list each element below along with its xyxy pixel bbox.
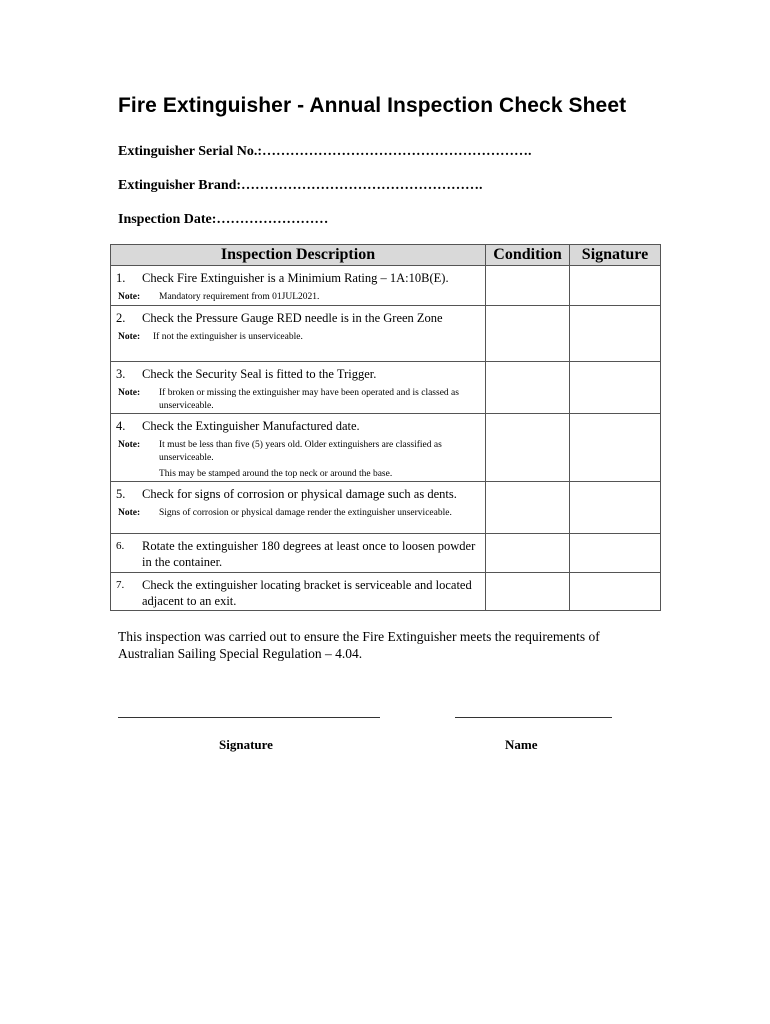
item-text: Check the extinguisher locating bracket is serviceable and located adjacent to an exit.	[142, 578, 472, 608]
item-number: 3.	[116, 367, 126, 381]
page-title: Fire Extinguisher - Annual Inspection Check Sheet	[118, 94, 627, 117]
table-row	[111, 266, 661, 306]
item-text: Check the Extinguisher Manufactured date.	[142, 419, 360, 433]
item-number: 6.	[116, 540, 125, 552]
condition-cell[interactable]	[486, 362, 570, 414]
compliance-statement: This inspection was carried out to ensure the Fire Extinguisher meets the requirements of Australian Sailing Special Regulation – 4.04.	[118, 629, 600, 661]
signature-line[interactable]	[118, 717, 380, 718]
row-description	[111, 482, 486, 534]
signature-cell[interactable]	[570, 266, 661, 306]
note-label: Note:	[118, 508, 141, 518]
condition-cell[interactable]	[486, 534, 570, 573]
row-description	[111, 573, 486, 611]
note-label: Note:	[118, 332, 141, 342]
note-text: Signs of corrosion or physical damage render the extinguisher unserviceable.	[159, 508, 452, 518]
item-number: 4.	[116, 419, 126, 433]
table-row	[111, 534, 661, 573]
item-number: 1.	[116, 271, 126, 285]
condition-cell[interactable]	[486, 266, 570, 306]
row-description	[111, 362, 486, 414]
signature-cell[interactable]	[570, 482, 661, 534]
signature-cell[interactable]	[570, 362, 661, 414]
item-text: Rotate the extinguisher 180 degrees at least once to loosen powder in the container.	[142, 539, 476, 569]
note-text: If broken or missing the extinguisher may have been operated and is classed as unserviceable.	[159, 388, 459, 411]
serial-number-field[interactable]: Extinguisher Serial No.:………………………………………………….	[118, 144, 532, 159]
note-label: Note:	[118, 440, 141, 450]
item-text: Check for signs of corrosion or physical damage such as dents.	[142, 487, 457, 501]
row-description	[111, 534, 486, 573]
item-text: Check Fire Extinguisher is a Minimium Rating – 1A:10B(E).	[142, 271, 449, 285]
row-description	[111, 266, 486, 306]
table-row	[111, 362, 661, 414]
note-text: Mandatory requirement from 01JUL2021.	[159, 292, 320, 302]
header-condition: Condition	[486, 245, 570, 266]
header-signature: Signature	[570, 245, 661, 266]
row-description	[111, 414, 486, 482]
signature-cell[interactable]	[570, 306, 661, 362]
inspection-date-field[interactable]: Inspection Date:……………………	[118, 212, 329, 227]
row-description	[111, 306, 486, 362]
signature-label: Signature	[219, 737, 273, 752]
table-row	[111, 306, 661, 362]
item-number: 7.	[116, 579, 125, 591]
condition-cell[interactable]	[486, 306, 570, 362]
signature-cell[interactable]	[570, 534, 661, 573]
header-description: Inspection Description	[111, 245, 486, 266]
note-extra-text: This may be stamped around the top neck or around the base.	[159, 469, 393, 479]
signature-cell[interactable]	[570, 414, 661, 482]
note-text: If not the extinguisher is unserviceable.	[153, 332, 303, 342]
table-row	[111, 482, 661, 534]
table-header-row	[111, 245, 661, 266]
note-label: Note:	[118, 292, 141, 302]
condition-cell[interactable]	[486, 482, 570, 534]
item-text: Check the Pressure Gauge RED needle is in the Green Zone	[142, 311, 443, 325]
inspection-table	[110, 244, 661, 611]
item-text: Check the Security Seal is fitted to the Trigger.	[142, 367, 377, 381]
item-number: 5.	[116, 487, 126, 501]
note-text: It must be less than five (5) years old. Older extinguishers are classified as unserviceable.	[159, 440, 442, 463]
condition-cell[interactable]	[486, 573, 570, 611]
brand-field[interactable]: Extinguisher Brand:…………………………………………….	[118, 178, 483, 193]
condition-cell[interactable]	[486, 414, 570, 482]
table-row	[111, 573, 661, 611]
note-label: Note:	[118, 388, 141, 398]
item-number: 2.	[116, 311, 126, 325]
table-row	[111, 414, 661, 482]
name-line[interactable]	[455, 717, 612, 718]
signature-cell[interactable]	[570, 573, 661, 611]
name-label: Name	[505, 737, 538, 752]
